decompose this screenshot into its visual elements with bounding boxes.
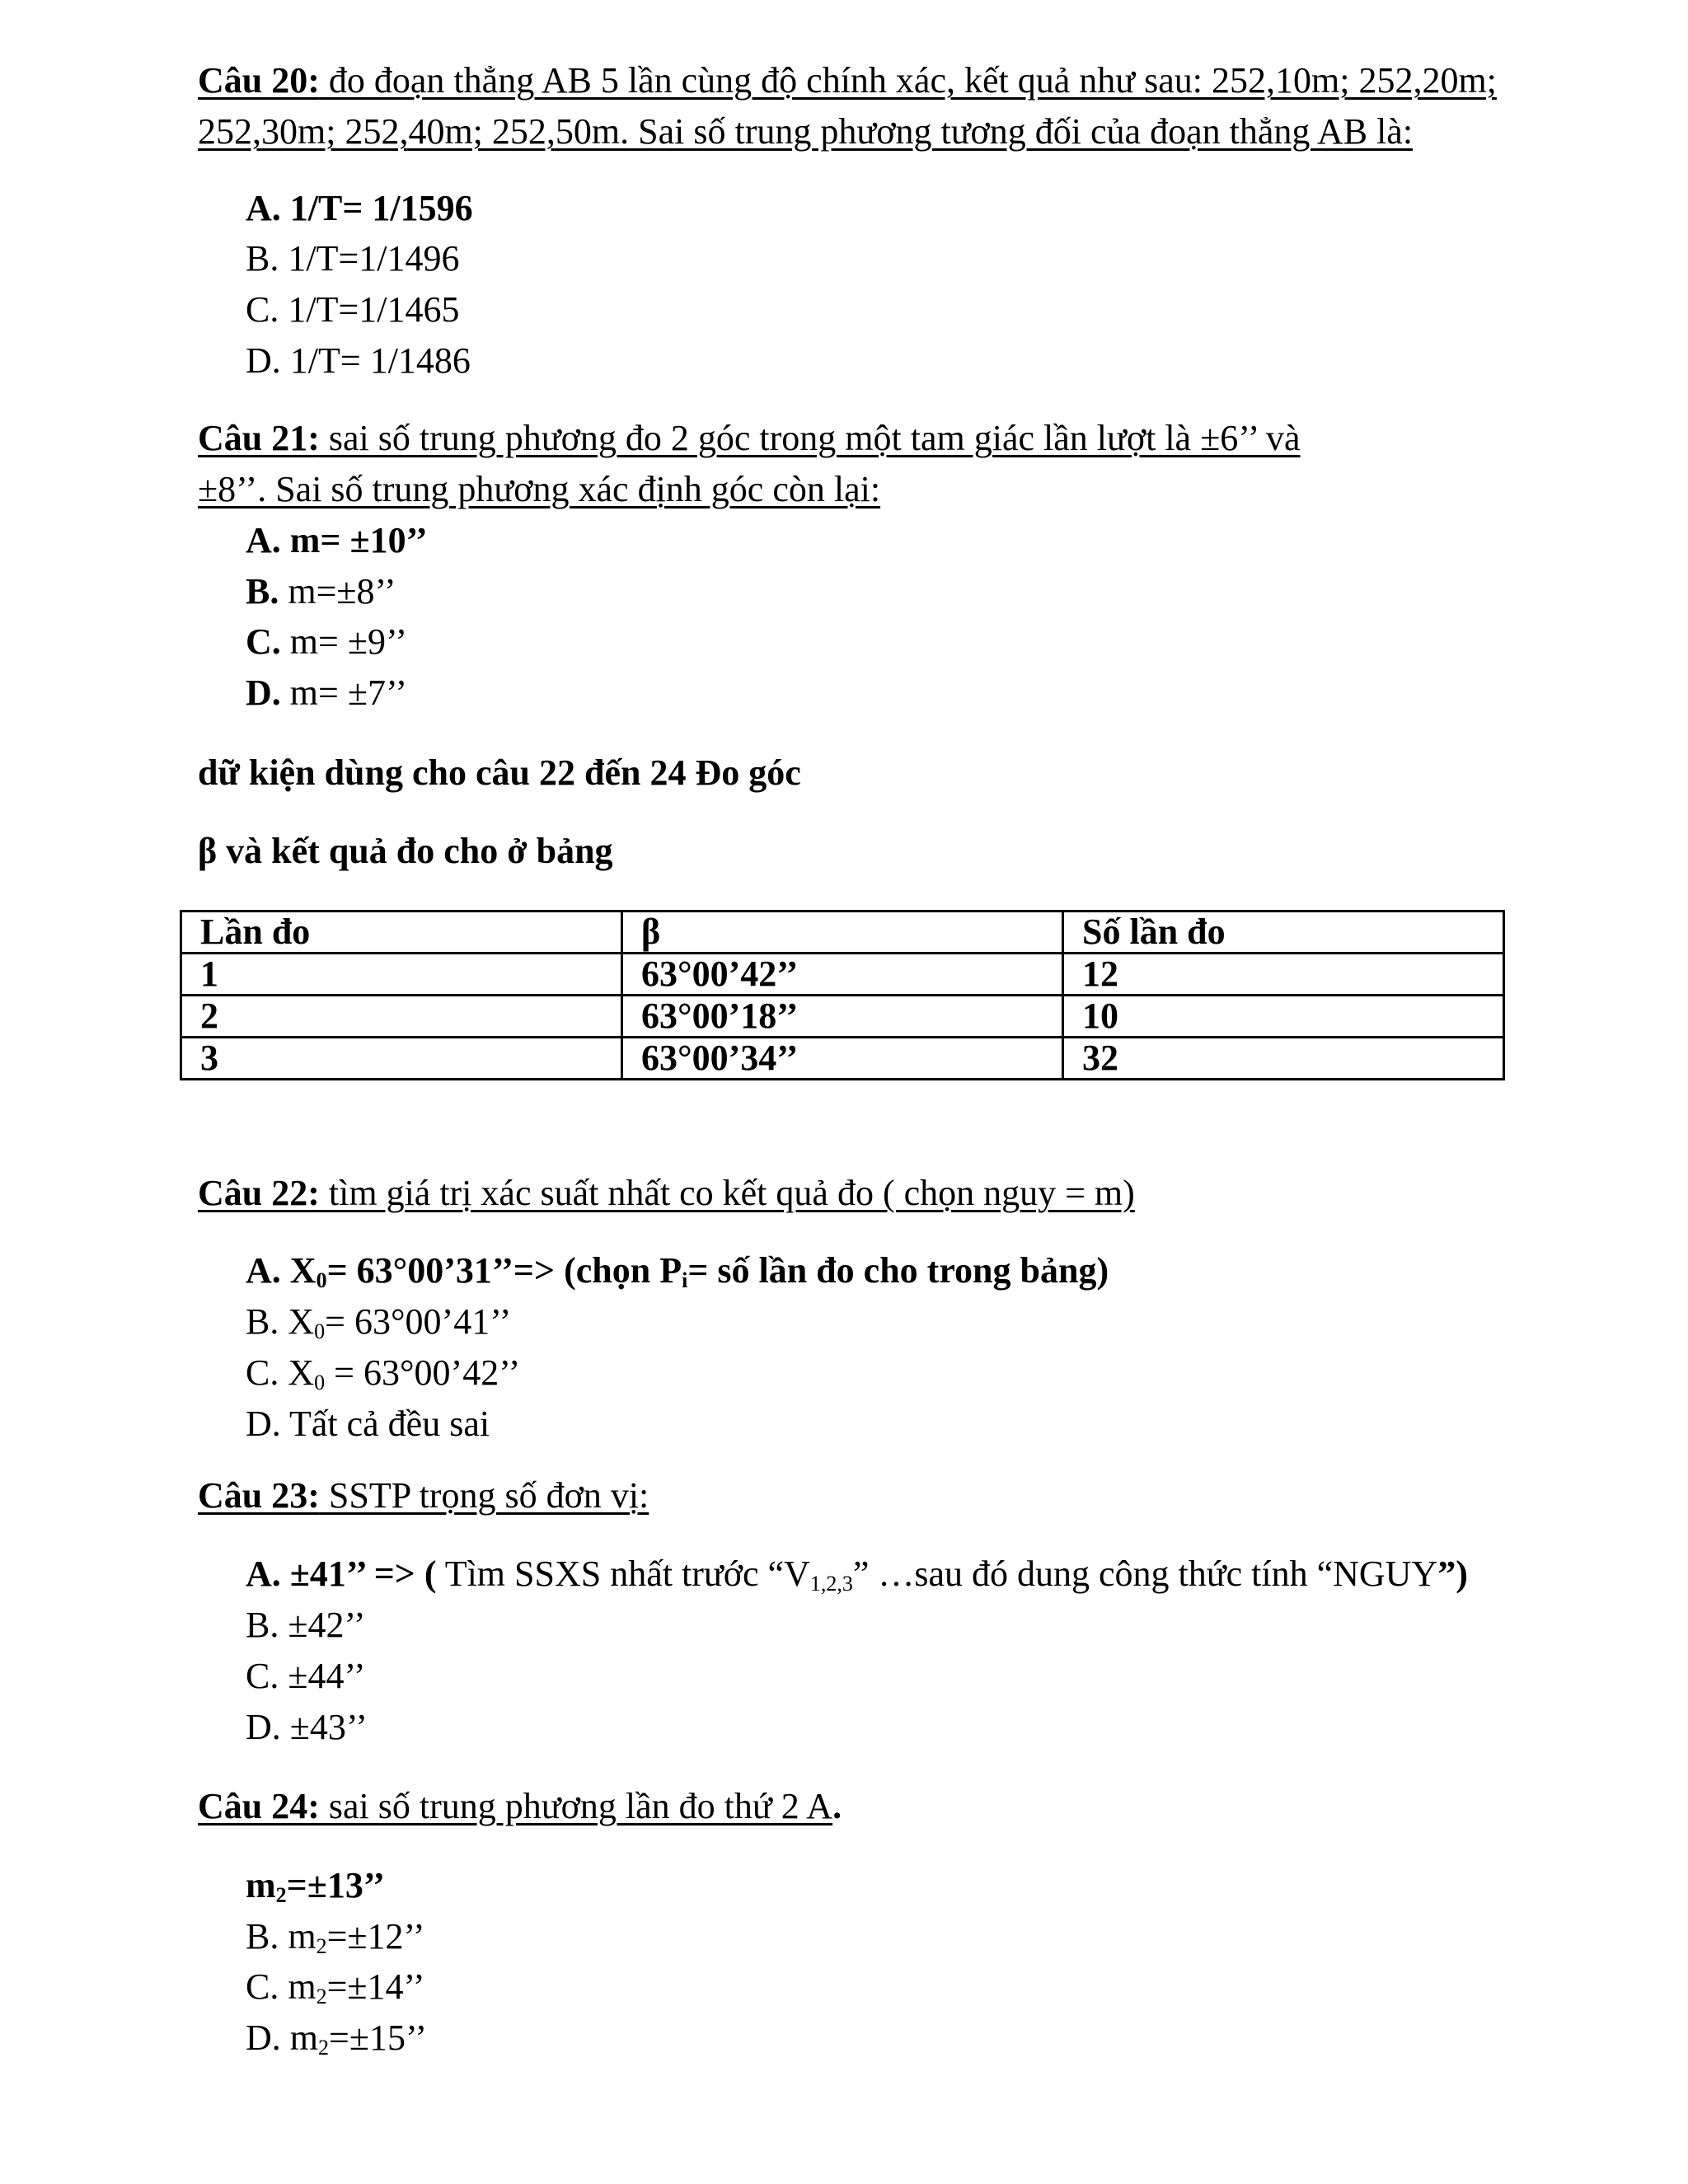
table-cell: 10	[1063, 996, 1504, 1038]
q24-option-c-part: =±14’’	[326, 1966, 425, 2007]
q22-line	[198, 1169, 1135, 1218]
q22-option-a-sub: i	[682, 1268, 688, 1292]
q24-option-d-part: =±15’’	[329, 2018, 428, 2058]
q21-option-b	[246, 567, 396, 616]
q22-option-a-part: = 63°00’31’’=> (chọn P	[326, 1250, 682, 1291]
q21-label: Câu 21:	[198, 418, 320, 458]
table-cell: 2	[181, 996, 622, 1038]
table-row	[181, 1038, 1504, 1080]
q21-option-c	[246, 617, 407, 667]
table-cell: 32	[1063, 1038, 1504, 1080]
q23-option-a	[246, 1549, 1468, 1599]
q23-line	[198, 1471, 649, 1521]
q21-line2: ±8’’. Sai số trung phương xác định góc còn lại:	[198, 469, 881, 509]
q24-option-b-sub: 2	[316, 1934, 327, 1958]
q23-option-a-sub: 1,2,3	[809, 1572, 853, 1596]
q20-label: Câu 20:	[198, 60, 320, 101]
q21-option-a: A. m= ±10’’	[246, 520, 428, 560]
table-header-cell: Lần đo	[181, 912, 622, 954]
q24-option-c-sub: 2	[316, 1985, 327, 2008]
q24-option-d-part: D. m	[246, 2018, 318, 2058]
q24-option-c-part: C. m	[246, 1966, 316, 2007]
table-header-cell: Số lần đo	[1063, 912, 1504, 954]
q24-option-d-sub: 2	[318, 2036, 329, 2060]
q23-option-a-bold: A. ±41’’ => (	[246, 1554, 437, 1594]
q24-option-c	[246, 1962, 425, 2012]
q24-option-b-part: B. m	[246, 1916, 316, 1957]
table-row	[181, 996, 1504, 1038]
q24-option-d	[246, 2013, 427, 2063]
table-row	[181, 954, 1504, 996]
table-cell: 63°00’42’’	[622, 954, 1063, 996]
q20-line2: 252,30m; 252,40m; 252,50m. Sai số trung phương tương đối của đoạn thẳng AB là:	[198, 111, 1414, 152]
data-heading-line2: β và kết quả đo cho ở bảng	[198, 831, 613, 871]
q21-option-c-text: m= ±9’’	[280, 621, 408, 662]
q24-option-a	[246, 1861, 385, 1910]
q20-option-c: C. 1/T=1/1465	[246, 289, 460, 330]
q22-option-a-sub: 0	[316, 1268, 327, 1292]
table-cell: 1	[181, 954, 622, 996]
q22-label: Câu 22:	[198, 1173, 320, 1213]
q24-option-a-sub: 2	[275, 1883, 287, 1907]
q22-option-b	[246, 1297, 511, 1347]
q22-option-c	[246, 1348, 520, 1398]
q21-option-d-letter: D.	[246, 673, 281, 713]
q24-dot: .	[832, 1786, 842, 1826]
q22-option-b-sub: 0	[314, 1319, 326, 1343]
q23-option-a-part: ” …sau đó dung công thức tính “NGUY	[852, 1554, 1438, 1594]
q20-line1	[198, 56, 1497, 105]
measurement-table	[180, 910, 1505, 1080]
q24-option-b-part: =±12’’	[326, 1916, 425, 1957]
q23-option-a-end: ”)	[1437, 1554, 1468, 1594]
q20-option-a: A. 1/T= 1/1596	[246, 188, 473, 228]
q24-option-a-part: m	[246, 1865, 276, 1905]
q20-option-d: D. 1/T= 1/1486	[246, 340, 471, 381]
table-header-row	[181, 912, 1504, 954]
q24-text: sai số trung phương lần đo thứ 2 A	[319, 1786, 833, 1826]
q22-option-a	[246, 1246, 1109, 1296]
q20-text-1: đo đoạn thẳng AB 5 lần cùng độ chính xác, kết quả như sau: 252,10m; 252,20m;	[319, 60, 1497, 101]
q22-option-a-part: = số lần đo cho trong bảng)	[687, 1250, 1109, 1291]
q22-option-b-part: B. X	[246, 1301, 315, 1342]
q22-option-b-part: = 63°00’41’’	[325, 1301, 512, 1342]
q22-option-d: D. Tất cả đều sai	[246, 1404, 490, 1444]
q23-option-b: B. ±42’’	[246, 1605, 366, 1645]
q21-option-c-letter: C.	[246, 621, 281, 662]
data-heading-line1: dữ kiện dùng cho câu 22 đến 24 Đo góc	[198, 752, 801, 793]
q22-option-c-part: = 63°00’42’’	[325, 1352, 521, 1393]
q22-text: tìm giá trị xác suất nhất co kết quả đo ( chọn nguy = m)	[319, 1173, 1135, 1213]
q24-label: Câu 24:	[198, 1786, 320, 1826]
q21-line1	[198, 414, 1301, 463]
table-cell: 63°00’34’’	[622, 1038, 1063, 1080]
q23-option-c: C. ±44’’	[246, 1656, 366, 1696]
q24-option-a-part: =±13’’	[286, 1865, 385, 1905]
q22-option-c-part: C. X	[246, 1352, 315, 1393]
q23-text: SSTP trọng số đơn vị:	[319, 1475, 649, 1516]
q21-option-b-text: m=±8’’	[279, 571, 396, 612]
q24-option-b	[246, 1912, 425, 1961]
table-cell: 12	[1063, 954, 1504, 996]
q23-option-a-part: Tìm SSXS nhất trước “V	[436, 1554, 810, 1594]
table-cell: 3	[181, 1038, 622, 1080]
q21-option-b-letter: B.	[246, 571, 279, 612]
q21-text-1: sai số trung phương đo 2 góc trong một tam giác lần lượt là ±6’’ và	[319, 418, 1301, 458]
q23-option-d: D. ±43’’	[246, 1707, 368, 1747]
q24-line	[198, 1782, 842, 1831]
q20-option-b: B. 1/T=1/1496	[246, 238, 460, 279]
table-header-cell: β	[622, 912, 1063, 954]
q21-option-d	[246, 668, 407, 718]
q22-option-c-sub: 0	[314, 1371, 326, 1394]
table-cell: 63°00’18’’	[622, 996, 1063, 1038]
q22-option-a-part: A. X	[246, 1250, 316, 1291]
q21-option-d-text: m= ±7’’	[280, 673, 408, 713]
q23-label: Câu 23:	[198, 1475, 320, 1516]
